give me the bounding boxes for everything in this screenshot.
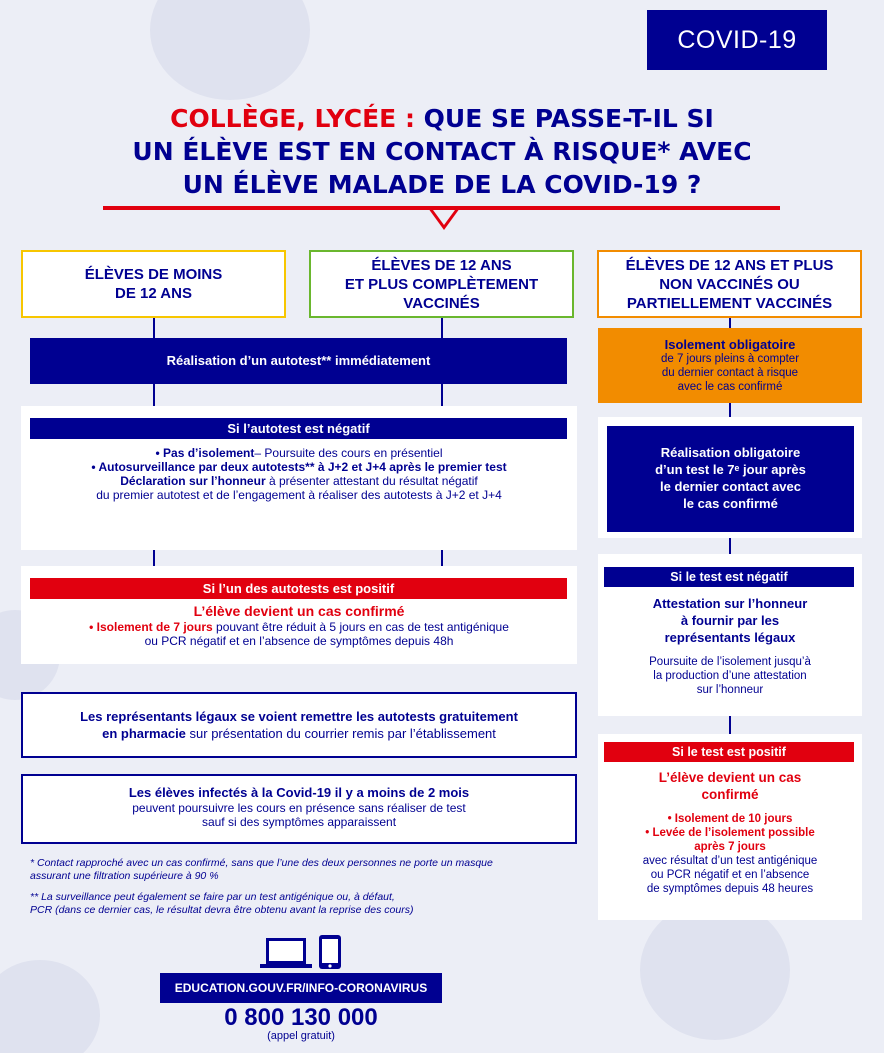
negative-test-header: Si le test est négatif bbox=[604, 567, 854, 587]
phone-note: (appel gratuit) bbox=[267, 1030, 335, 1042]
footnote-contact: * Contact rapproché avec un cas confirmé, sans que l’une des deux personnes ne porte un masque assurant une filtration supérieure à 90 % bbox=[30, 857, 493, 882]
page-title bbox=[0, 102, 884, 201]
negative-test-text: Attestation sur l’honneur à fournir par les représentants légaux Poursuite de l’isolement jusqu’à la production d’une attestation sur l’honneur bbox=[649, 596, 811, 696]
virus-decoration bbox=[640, 900, 790, 1040]
connector-line bbox=[441, 384, 443, 406]
title-line2: UN ÉLÈVE EST EN CONTACT À RISQUE* AVEC bbox=[132, 137, 752, 166]
connector-line bbox=[441, 318, 443, 338]
infected-text: Les élèves infectés à la Covid-19 il y a moins de 2 mois peuvent poursuivre les cours en présence sans réaliser de test sauf si des symptômes apparaissent bbox=[128, 785, 470, 829]
column-header-unvaccinated: ÉLÈVES DE 12 ANS ET PLUS NON VACCINÉS OU PARTIELLEMENT VACCINÉS bbox=[597, 250, 862, 318]
connector-line bbox=[729, 716, 731, 734]
title-red: COLLÈGE, LYCÉE : bbox=[170, 104, 415, 133]
info-url-link[interactable]: EDUCATION.GOUV.FR/INFO-CORONAVIRUS bbox=[160, 973, 442, 1003]
title-line1: QUE SE PASSE-T-IL SI bbox=[414, 104, 714, 133]
connector-line bbox=[441, 550, 443, 566]
positive-autotest-header: Si l’un des autotests est positif bbox=[30, 578, 567, 599]
title-line3: UN ÉLÈVE MALADE DE LA COVID-19 ? bbox=[182, 170, 702, 199]
column-header-under12: ÉLÈVES DE MOINS DE 12 ANS bbox=[21, 250, 286, 318]
virus-decoration bbox=[0, 960, 100, 1053]
footnote-surveillance: ** La surveillance peut également se faire par un test antigénique ou, à défaut, PCR (dans ce dernier cas, le résultat devra être obtenu avant la reprise des cours) bbox=[30, 891, 414, 916]
positive-autotest-text: L’élève devient un cas confirmé • Isolement de 7 jours pouvant être réduit à 5 jours en cas de test antigénique ou PCR négatif et en l’absence de symptômes depuis 48h bbox=[89, 603, 509, 648]
laptop-icon bbox=[258, 936, 314, 970]
column-header-vaccinated: ÉLÈVES DE 12 ANS ET PLUS COMPLÈTEMENT VACCINÉS bbox=[309, 250, 574, 318]
smartphone-icon bbox=[318, 934, 342, 970]
covid-badge: COVID-19 bbox=[647, 10, 827, 70]
negative-autotest-text: • Pas d’isolement– Poursuite des cours en présentiel • Autosurveillance par deux autotests** à J+2 et J+4 après le premier test Déclaration sur l’honneur à présenter attestant du résultat négatif du premier autotest et de l’engagement à réaliser des autotests à J+2 et J+4 bbox=[91, 446, 507, 502]
connector-line bbox=[153, 384, 155, 406]
pharmacy-text: Les représentants légaux se voient remettre les autotests gratuitement en pharmacie sur présentation du courrier remis par l’établissement bbox=[80, 709, 518, 741]
connector-line bbox=[153, 550, 155, 566]
mandatory-test-box: Réalisation obligatoire d’un test le 7ᵉ jour après le dernier contact avec le cas confirmé bbox=[607, 426, 854, 532]
positive-test-text: L’élève devient un cas confirmé • Isolement de 10 jours • Levée de l’isolement possible après 7 jours avec résultat d’un test antigénique ou PCR négatif et en l’absence de symptômes depuis 48 heures bbox=[642, 770, 818, 895]
connector-line bbox=[729, 538, 731, 554]
connector-line bbox=[729, 403, 731, 417]
negative-autotest-header: Si l’autotest est négatif bbox=[30, 418, 567, 439]
connector-line bbox=[729, 318, 731, 328]
positive-test-header: Si le test est positif bbox=[604, 742, 854, 762]
isolation-box: Isolement obligatoire de 7 jours pleins à compter du dernier contact à risque avec le cas confirmé bbox=[598, 328, 862, 403]
phone-number[interactable]: 0 800 130 000 bbox=[224, 1004, 378, 1031]
chevron-down-icon bbox=[428, 208, 460, 232]
virus-decoration bbox=[150, 0, 310, 100]
autotest-now-box: Réalisation d’un autotest** immédiatement bbox=[30, 338, 567, 384]
connector-line bbox=[153, 318, 155, 338]
